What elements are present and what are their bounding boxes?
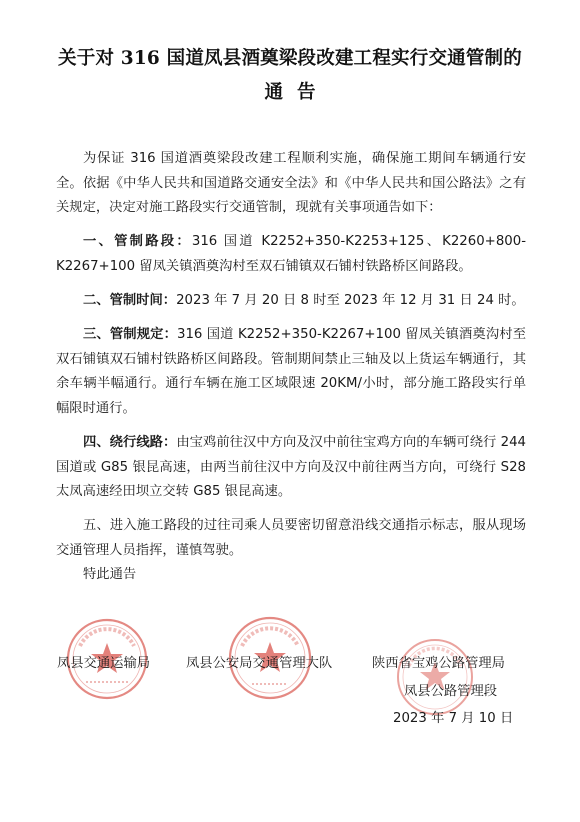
section-3-text: 316 国道 K2252+350-K2267+100 留凤关镇酒奠沟村至双石铺镇双石铺村铁路桥区间路段。管制期间禁止三轴及以上货运车辆通行，其余车辆半幅通行。通行车辆在施工区域限速 20KM/小时，部分施工路段实行单幅限时通行。 [56, 327, 526, 416]
intro-paragraph: 为保证 316 国道酒奠梁段改建工程顺利实施，确保施工期间车辆通行安全。依据《中华人民共和国道路交通安全法》和《中华人民共和国公路法》之有关规定，决定对施工路段实行交通管制，现就有关事项通告如下： [56, 151, 526, 216]
notice-body [56, 147, 526, 573]
section-1-paragraph [56, 230, 526, 279]
section-4-paragraph [56, 431, 526, 505]
section-4-text: 由宝鸡前往汉中方向及汉中前往宝鸡方向的车辆可绕行 244 国道或 G85 银昆高速，由两当前往汉中方向及汉中前往两当方向，可绕行 S28 太凤高速经田坝立交转 G85 银昆高速。 [56, 434, 527, 500]
signature-transport-bureau: 凤县交通运输局 [57, 656, 151, 671]
notice-date: 2023 年 7 月 10 日 [393, 711, 514, 726]
signature-highway-administration: 陕西省宝鸡公路管理局 [372, 656, 505, 671]
section-2-heading: 二、管制时间： [83, 292, 177, 308]
section-2-text: 2023 年 7 月 20 日 8 时至 2023 年 12 月 31 日 24 时。 [176, 292, 525, 308]
section-3-heading: 三、管制规定： [83, 327, 177, 343]
signature-highway-section: 凤县公路管理段 [404, 684, 498, 699]
seal-stamp-highway-section [394, 636, 476, 718]
section-1-text: 316 国道 K2252+350-K2253+125、K2260+800-K2267+100 留凤关镇酒奠沟村至双石铺镇双石铺村铁路桥区间路段。 [56, 234, 527, 274]
notice-title-line2: 通告 [264, 82, 330, 103]
section-4-heading: 四、绕行线路： [83, 434, 177, 450]
notice-title-line1: 关于对 316 国道凤县酒奠梁段改建工程实行交通管制的 [58, 48, 522, 69]
section-2-paragraph [56, 289, 526, 314]
section-3-paragraph [56, 323, 526, 421]
section-5-paragraph: 五、进入施工路段的过往司乘人员要密切留意沿线交通指示标志，服从现场交通管理人员指挥，谨慎驾驶。 [56, 518, 526, 558]
closing-phrase: 特此通告 [83, 567, 137, 582]
signature-traffic-police-brigade: 凤县公安局交通管理大队 [186, 656, 333, 671]
section-1-heading: 一、管制路段： [83, 234, 192, 250]
